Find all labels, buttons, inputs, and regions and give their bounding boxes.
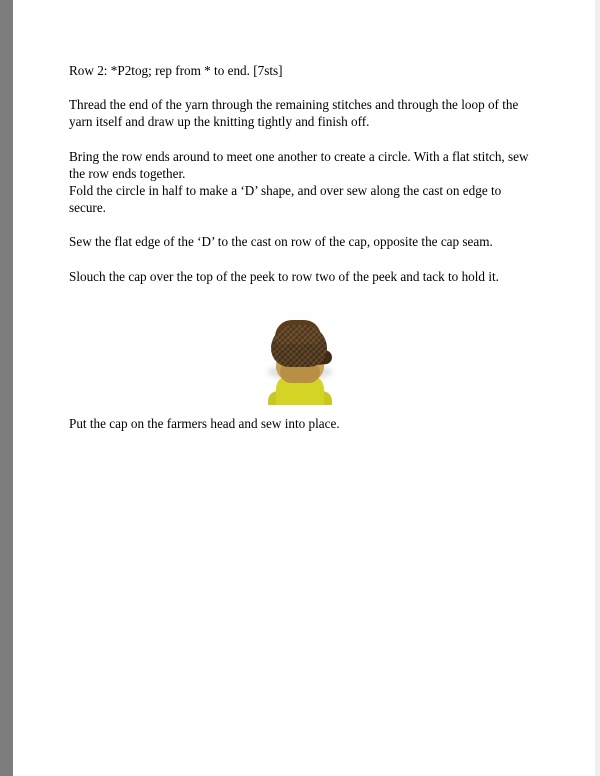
page-left-margin-shadow <box>0 0 13 776</box>
paragraph-bring-row-ends: Bring the row ends around to meet one another to create a circle. With a flat stitch, sew the row ends together. <box>69 148 529 181</box>
page-right-margin-shadow <box>595 0 600 776</box>
paragraph-thread-end: Thread the end of the yarn through the remaining stitches and through the loop of the yarn itself and draw up the knitting tightly and finish off. <box>69 97 519 130</box>
paragraph-fold-circle: Fold the circle in half to make a ‘D’ shape, and over sew along the cast on edge to secure. <box>69 183 502 216</box>
paragraph-sew-flat-edge: Sew the flat edge of the ‘D’ to the cast on row of the cap, opposite the cap seam. <box>69 234 493 250</box>
document-body <box>69 62 531 432</box>
figure-caption: Put the cap on the farmers head and sew into place. <box>69 415 340 431</box>
photo-cap-knit-texture <box>271 325 327 367</box>
paragraph-slouch-cap: Slouch the cap over the top of the peek to row two of the peek and tack to hold it. <box>69 268 499 284</box>
photo-knitted-cap-on-doll-head <box>249 302 351 406</box>
figure-container <box>69 302 531 406</box>
paragraph-row2-instruction: Row 2: *P2tog; rep from * to end. [7sts] <box>69 63 283 78</box>
